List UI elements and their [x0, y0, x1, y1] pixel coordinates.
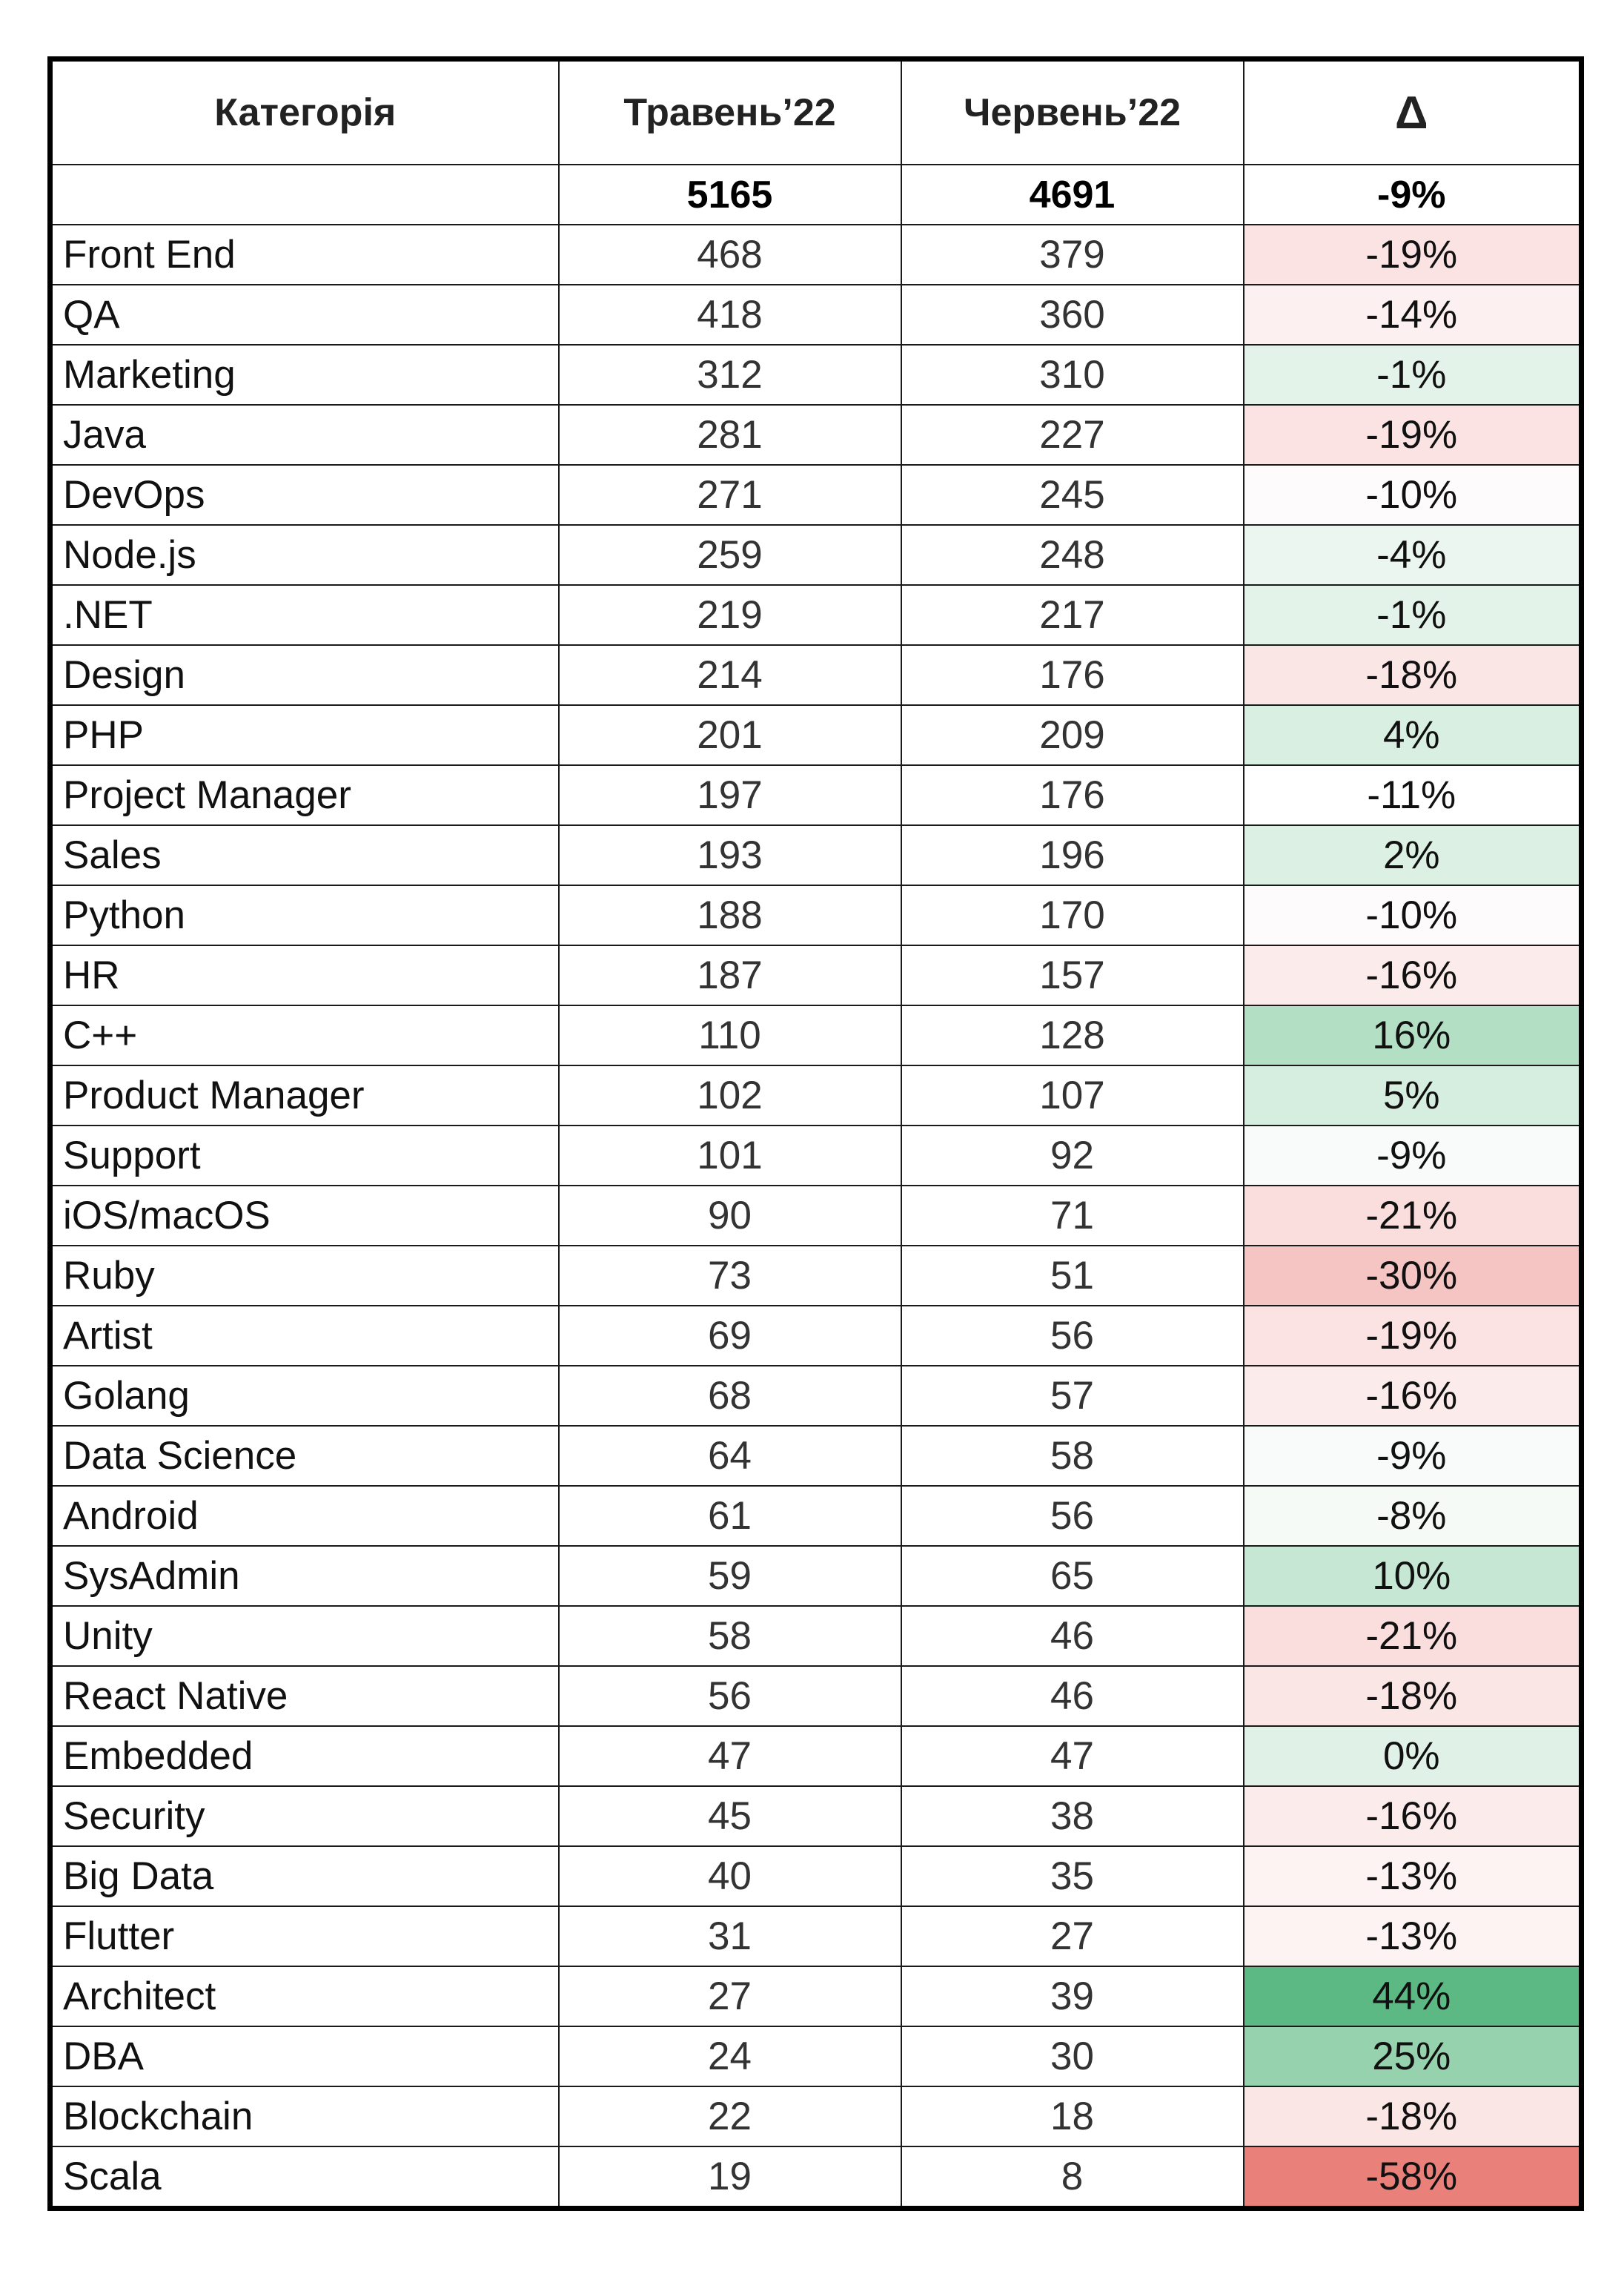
row-category: Product Manager — [50, 1065, 559, 1126]
header-delta: Δ — [1244, 59, 1582, 165]
row-june: 248 — [901, 525, 1244, 585]
row-delta: -16% — [1244, 1786, 1582, 1846]
row-category: DevOps — [50, 465, 559, 525]
row-june: 128 — [901, 1005, 1244, 1065]
table-row — [50, 1906, 1582, 1966]
header-row — [50, 59, 1582, 165]
row-june: 65 — [901, 1546, 1244, 1606]
row-category: Data Science — [50, 1426, 559, 1486]
row-may: 22 — [559, 2086, 901, 2146]
row-delta: -11% — [1244, 765, 1582, 825]
row-delta: -19% — [1244, 225, 1582, 285]
row-category: Front End — [50, 225, 559, 285]
row-may: 259 — [559, 525, 901, 585]
row-category: Design — [50, 645, 559, 705]
row-june: 39 — [901, 1966, 1244, 2026]
row-category: Project Manager — [50, 765, 559, 825]
row-june: 35 — [901, 1846, 1244, 1906]
row-delta: -10% — [1244, 885, 1582, 945]
row-category: Ruby — [50, 1246, 559, 1306]
total-delta: -9% — [1244, 165, 1582, 225]
table-row — [50, 225, 1582, 285]
table-row — [50, 2086, 1582, 2146]
row-category: Blockchain — [50, 2086, 559, 2146]
row-delta: -19% — [1244, 405, 1582, 465]
row-category: Sales — [50, 825, 559, 885]
table-row — [50, 1786, 1582, 1846]
row-june: 245 — [901, 465, 1244, 525]
row-june: 46 — [901, 1666, 1244, 1726]
row-category: Architect — [50, 1966, 559, 2026]
row-category: .NET — [50, 585, 559, 645]
table-row — [50, 1846, 1582, 1906]
row-may: 68 — [559, 1366, 901, 1426]
table-row — [50, 345, 1582, 405]
row-delta: -30% — [1244, 1246, 1582, 1306]
table-row — [50, 1246, 1582, 1306]
row-category: Unity — [50, 1606, 559, 1666]
row-category: Scala — [50, 2146, 559, 2209]
row-june: 71 — [901, 1186, 1244, 1246]
row-june: 310 — [901, 345, 1244, 405]
row-may: 59 — [559, 1546, 901, 1606]
row-category: Marketing — [50, 345, 559, 405]
row-june: 176 — [901, 645, 1244, 705]
row-delta: -16% — [1244, 945, 1582, 1005]
row-june: 57 — [901, 1366, 1244, 1426]
row-june: 227 — [901, 405, 1244, 465]
row-delta: -21% — [1244, 1186, 1582, 1246]
row-june: 38 — [901, 1786, 1244, 1846]
row-category: Big Data — [50, 1846, 559, 1906]
row-may: 188 — [559, 885, 901, 945]
row-may: 193 — [559, 825, 901, 885]
row-delta: -9% — [1244, 1126, 1582, 1186]
row-delta: 2% — [1244, 825, 1582, 885]
row-category: PHP — [50, 705, 559, 765]
table-row — [50, 765, 1582, 825]
row-may: 27 — [559, 1966, 901, 2026]
row-may: 24 — [559, 2026, 901, 2086]
row-delta: -9% — [1244, 1426, 1582, 1486]
row-delta: 4% — [1244, 705, 1582, 765]
row-may: 101 — [559, 1126, 901, 1186]
total-category — [50, 165, 559, 225]
table-row — [50, 1666, 1582, 1726]
table-row — [50, 1126, 1582, 1186]
row-category: iOS/macOS — [50, 1186, 559, 1246]
row-june: 58 — [901, 1426, 1244, 1486]
row-category: Support — [50, 1126, 559, 1186]
row-may: 69 — [559, 1306, 901, 1366]
row-may: 110 — [559, 1005, 901, 1065]
row-may: 64 — [559, 1426, 901, 1486]
row-may: 45 — [559, 1786, 901, 1846]
row-delta: -18% — [1244, 2086, 1582, 2146]
row-june: 379 — [901, 225, 1244, 285]
table-row — [50, 885, 1582, 945]
total-row — [50, 165, 1582, 225]
row-june: 51 — [901, 1246, 1244, 1306]
row-delta: 44% — [1244, 1966, 1582, 2026]
row-delta: -16% — [1244, 1366, 1582, 1426]
row-delta: -19% — [1244, 1306, 1582, 1366]
row-june: 196 — [901, 825, 1244, 885]
table-row — [50, 525, 1582, 585]
row-delta: -8% — [1244, 1486, 1582, 1546]
row-category: HR — [50, 945, 559, 1005]
row-june: 30 — [901, 2026, 1244, 2086]
table-row — [50, 1186, 1582, 1246]
row-category: Embedded — [50, 1726, 559, 1786]
row-june: 209 — [901, 705, 1244, 765]
table-row — [50, 1426, 1582, 1486]
row-delta: -10% — [1244, 465, 1582, 525]
row-category: Golang — [50, 1366, 559, 1426]
row-category: DBA — [50, 2026, 559, 2086]
row-may: 187 — [559, 945, 901, 1005]
row-delta: -14% — [1244, 285, 1582, 345]
row-category: Python — [50, 885, 559, 945]
table-row — [50, 1005, 1582, 1065]
row-category: React Native — [50, 1666, 559, 1726]
row-june: 107 — [901, 1065, 1244, 1126]
table-row — [50, 1366, 1582, 1426]
row-may: 271 — [559, 465, 901, 525]
row-may: 219 — [559, 585, 901, 645]
row-june: 47 — [901, 1726, 1244, 1786]
row-june: 46 — [901, 1606, 1244, 1666]
table-body — [50, 165, 1582, 2209]
table-row — [50, 585, 1582, 645]
row-delta: 5% — [1244, 1065, 1582, 1126]
table-row — [50, 645, 1582, 705]
job-stats-table — [47, 56, 1584, 2211]
row-delta: -18% — [1244, 645, 1582, 705]
row-delta: 10% — [1244, 1546, 1582, 1606]
row-may: 281 — [559, 405, 901, 465]
header-category: Категорія — [50, 59, 559, 165]
row-category: SysAdmin — [50, 1546, 559, 1606]
row-june: 360 — [901, 285, 1244, 345]
row-may: 201 — [559, 705, 901, 765]
table-row — [50, 945, 1582, 1005]
row-category: QA — [50, 285, 559, 345]
row-delta: -1% — [1244, 585, 1582, 645]
row-may: 418 — [559, 285, 901, 345]
table-row — [50, 705, 1582, 765]
table-row — [50, 825, 1582, 885]
row-delta: -13% — [1244, 1906, 1582, 1966]
table-row — [50, 1065, 1582, 1126]
table-row — [50, 285, 1582, 345]
table-row — [50, 465, 1582, 525]
row-may: 56 — [559, 1666, 901, 1726]
row-may: 468 — [559, 225, 901, 285]
row-june: 27 — [901, 1906, 1244, 1966]
table-row — [50, 2026, 1582, 2086]
row-may: 19 — [559, 2146, 901, 2209]
header-may: Травень’22 — [559, 59, 901, 165]
table-row — [50, 1486, 1582, 1546]
row-june: 56 — [901, 1306, 1244, 1366]
table-header — [50, 59, 1582, 165]
row-may: 214 — [559, 645, 901, 705]
table-row — [50, 1726, 1582, 1786]
row-june: 92 — [901, 1126, 1244, 1186]
table-row — [50, 1546, 1582, 1606]
row-delta: 0% — [1244, 1726, 1582, 1786]
row-category: Java — [50, 405, 559, 465]
row-delta: 25% — [1244, 2026, 1582, 2086]
row-may: 73 — [559, 1246, 901, 1306]
row-delta: -1% — [1244, 345, 1582, 405]
row-delta: -21% — [1244, 1606, 1582, 1666]
row-delta: -58% — [1244, 2146, 1582, 2209]
total-june: 4691 — [901, 165, 1244, 225]
header-june: Червень’22 — [901, 59, 1244, 165]
row-june: 18 — [901, 2086, 1244, 2146]
row-may: 40 — [559, 1846, 901, 1906]
row-category: C++ — [50, 1005, 559, 1065]
table-row — [50, 405, 1582, 465]
row-june: 217 — [901, 585, 1244, 645]
row-delta: -18% — [1244, 1666, 1582, 1726]
row-delta: 16% — [1244, 1005, 1582, 1065]
table-row — [50, 1306, 1582, 1366]
row-may: 58 — [559, 1606, 901, 1666]
row-category: Artist — [50, 1306, 559, 1366]
row-may: 90 — [559, 1186, 901, 1246]
row-may: 197 — [559, 765, 901, 825]
row-may: 312 — [559, 345, 901, 405]
row-june: 56 — [901, 1486, 1244, 1546]
row-may: 102 — [559, 1065, 901, 1126]
row-delta: -4% — [1244, 525, 1582, 585]
row-june: 170 — [901, 885, 1244, 945]
table-row — [50, 1966, 1582, 2026]
row-category: Flutter — [50, 1906, 559, 1966]
row-category: Security — [50, 1786, 559, 1846]
table-row — [50, 1606, 1582, 1666]
row-june: 8 — [901, 2146, 1244, 2209]
row-june: 157 — [901, 945, 1244, 1005]
row-delta: -13% — [1244, 1846, 1582, 1906]
row-may: 61 — [559, 1486, 901, 1546]
row-category: Android — [50, 1486, 559, 1546]
total-may: 5165 — [559, 165, 901, 225]
row-june: 176 — [901, 765, 1244, 825]
row-may: 31 — [559, 1906, 901, 1966]
row-category: Node.js — [50, 525, 559, 585]
table-row — [50, 2146, 1582, 2209]
row-may: 47 — [559, 1726, 901, 1786]
